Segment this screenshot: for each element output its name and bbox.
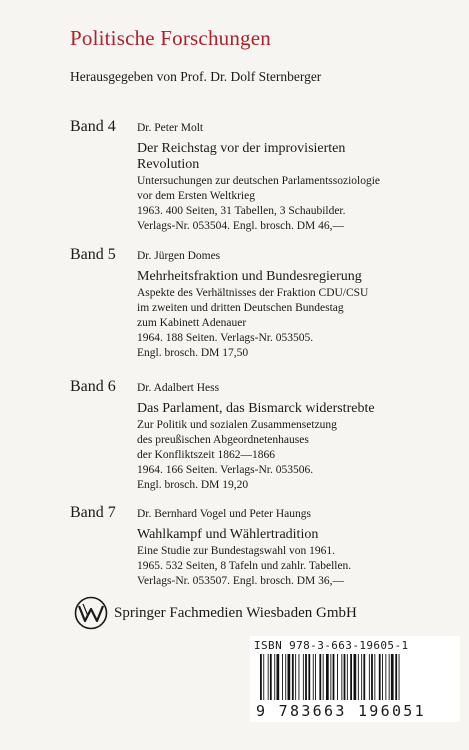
detail-line: Engl. brosch. DM 17,50 [137,347,249,359]
detail-line: im zweiten und dritten Deutschen Bundestag [137,302,344,314]
band-label: Band 4 [70,118,116,135]
band-body [137,378,462,493]
title-line: Wahlkampf und Wählertradition [137,527,319,542]
book-details [137,174,462,234]
title-line: Revolution [137,157,200,172]
detail-line: Eine Studie zur Bundestagswahl von 1961. [137,545,336,557]
detail-line: Verlags-Nr. 053507. Engl. brosch. DM 36,— [137,575,344,587]
isbn-text: ISBN 978-3-663-19605-1 [254,639,409,652]
detail-line: Zur Politik und sozialen Zusammensetzung [137,419,337,431]
detail-line: zum Kabinett Adenauer [137,317,247,329]
detail-line: Aspekte des Verhältnisses der Fraktion CDU/CSU [137,287,369,299]
title-line: Mehrheitsfraktion und Bundesregierung [137,269,362,284]
book-title [137,527,462,543]
book-author: Dr. Peter Molt [137,122,204,134]
detail-line: vor dem Ersten Weltkrieg [137,190,255,202]
title-line: Das Parlament, das Bismarck widerstrebte [137,401,375,416]
series-title: Politische Forschungen [70,26,271,50]
detail-line: Verlags-Nr. 053504. Engl. brosch. DM 46,— [137,220,344,232]
band-body [137,504,462,589]
barcode-bars-icon [256,654,456,702]
publisher-imprint [74,596,357,630]
band-label: Band 7 [70,504,116,521]
detail-line: 1964. 166 Seiten. Verlags-Nr. 053506. [137,464,314,476]
detail-line: des preußischen Abgeordnetenhauses [137,434,309,446]
book-title [137,141,462,173]
band-body [137,246,462,361]
book-details [137,418,462,493]
band-body [137,118,462,234]
detail-line: Untersuchungen zur deutschen Parlamentssoziologie [137,175,381,187]
book-author: Dr. Jürgen Domes [137,250,221,262]
book-details [137,544,462,589]
band-label: Band 5 [70,246,116,263]
detail-line: 1965. 532 Seiten, 8 Tafeln und zahlr. Tabellen. [137,560,352,572]
detail-line: 1964. 188 Seiten. Verlags-Nr. 053505. [137,332,314,344]
book-title [137,269,462,285]
book-title [137,401,462,417]
editor-line: Herausgegeben von Prof. Dr. Dolf Sternberger [70,69,322,84]
book-author: Dr. Adalbert Hess [137,382,220,394]
book-details [137,286,462,361]
band-label: Band 6 [70,378,116,395]
book-author: Dr. Bernhard Vogel und Peter Haungs [137,508,311,520]
isbn-barcode [250,636,460,722]
ean-digits: 9 783663 196051 [256,702,426,720]
springer-logo-icon [74,596,108,630]
detail-line: der Konfliktszeit 1862—1866 [137,449,275,461]
title-line: Der Reichstag vor der improvisierten [137,141,346,156]
detail-line: 1963. 400 Seiten, 31 Tabellen, 3 Schaubilder. [137,205,346,217]
publisher-name: Springer Fachmedien Wiesbaden GmbH [114,604,357,621]
detail-line: Engl. brosch. DM 19,20 [137,479,249,491]
